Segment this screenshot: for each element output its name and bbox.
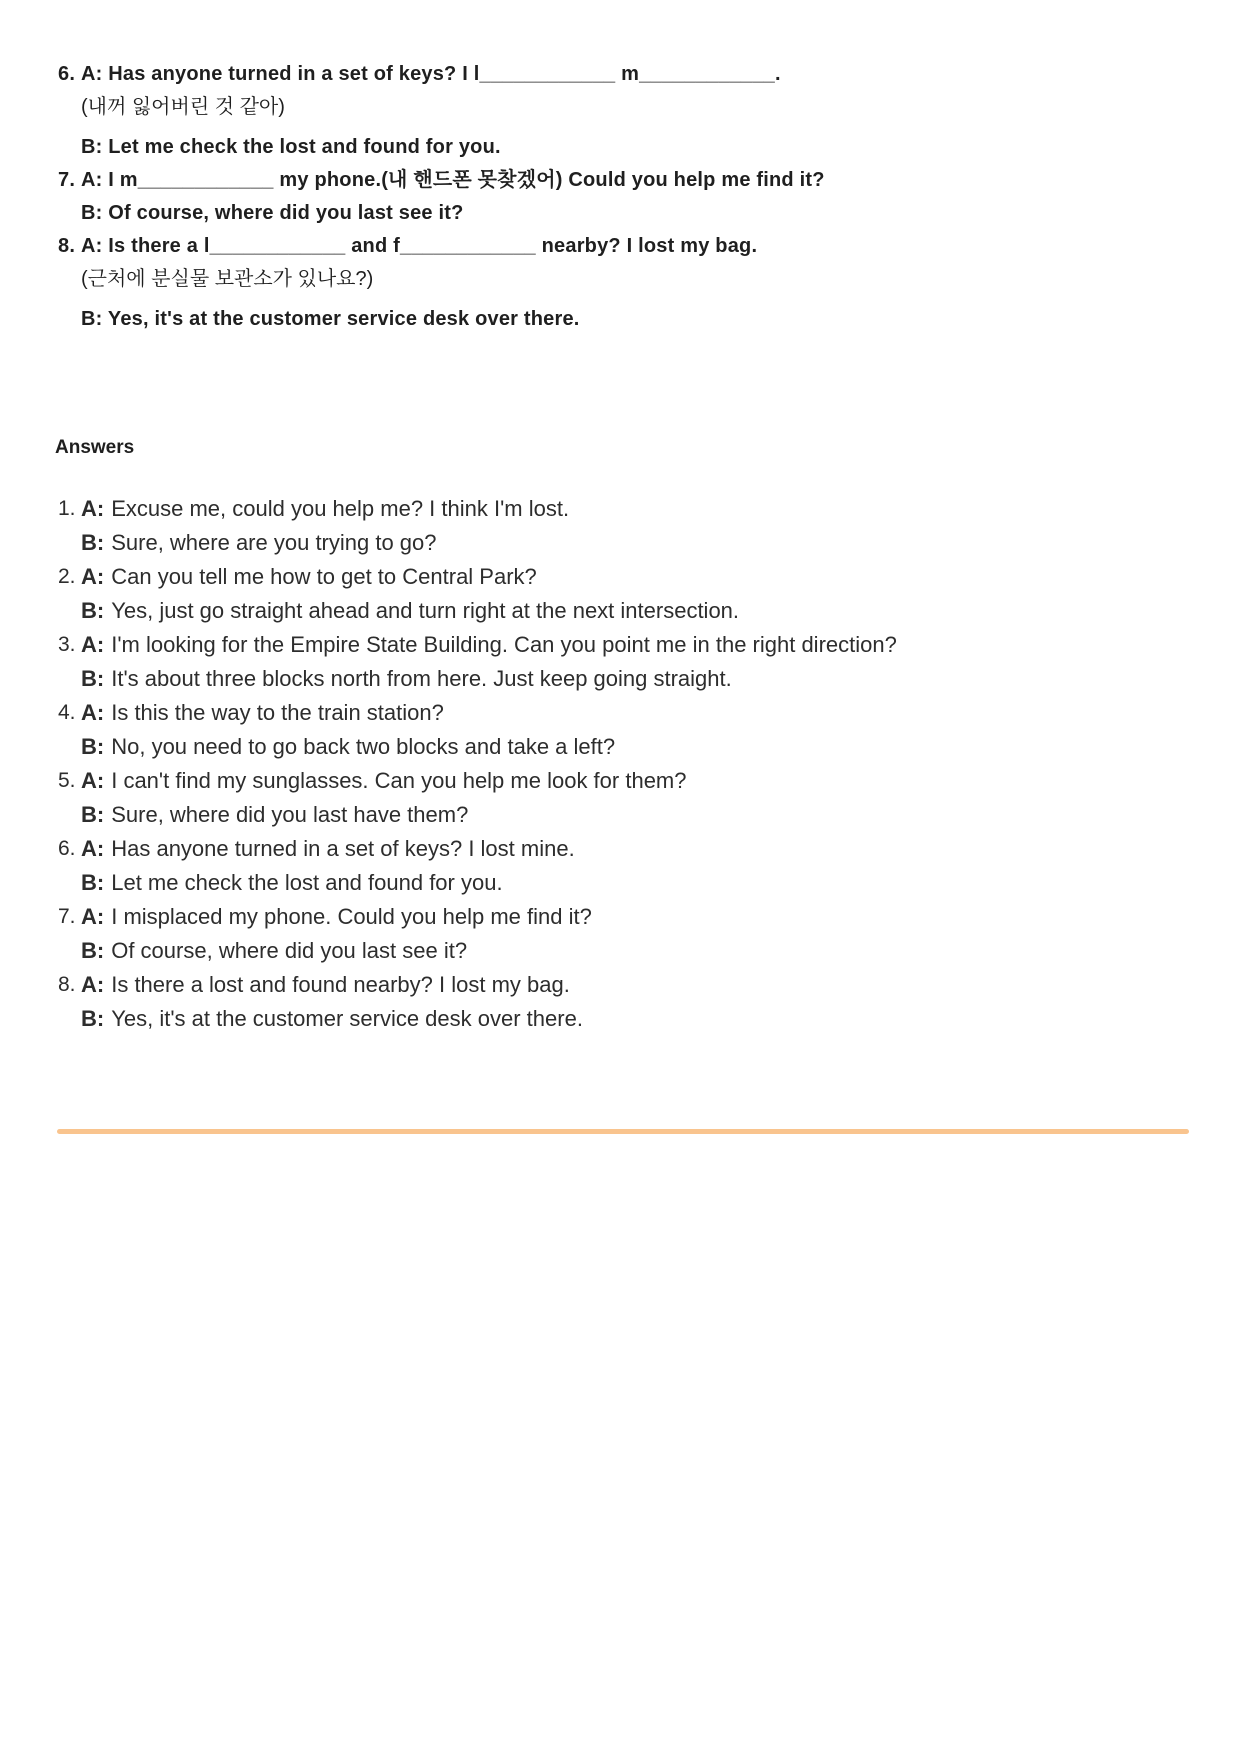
speaker-a-text: I'm looking for the Empire State Building. Can you point me in the right direction? <box>111 632 897 657</box>
answer-body <box>81 628 1211 696</box>
answer-line-a <box>81 628 1211 662</box>
speaker-b-text: Yes, just go straight ahead and turn right at the next intersection. <box>111 598 740 623</box>
speaker-b-text: Let me check the lost and found for you. <box>111 870 503 895</box>
speaker-a-text: Can you tell me how to get to Central Park? <box>111 564 537 589</box>
answer-item <box>58 832 1211 900</box>
speaker-a-label: A: <box>81 700 105 725</box>
answer-item <box>58 560 1211 628</box>
speaker-b-label: B: <box>81 1006 105 1031</box>
question-body <box>81 58 1201 164</box>
speaker-a-label: A: <box>81 564 105 589</box>
answer-number: 3. <box>58 633 76 656</box>
speaker-b-label: B: <box>81 938 105 963</box>
speaker-a-text: Excuse me, could you help me? I think I'm lost. <box>111 496 570 521</box>
speaker-b-label: B: <box>81 734 105 759</box>
question-line: A: Is there a l____________ and f____________ nearby? I lost my bag. <box>81 235 758 257</box>
answer-item <box>58 968 1211 1036</box>
answer-number: 2. <box>58 565 76 588</box>
answer-number: 1. <box>58 497 76 520</box>
speaker-a-label: A: <box>81 768 105 793</box>
question-line: A: I m____________ my phone.(내 핸드폰 못찾겠어) Could you help me find it? <box>81 169 825 191</box>
answer-number: 6. <box>58 837 76 860</box>
answer-body <box>81 764 1211 832</box>
speaker-a-label: A: <box>81 632 105 657</box>
speaker-a-text: I can't find my sunglasses. Can you help me look for them? <box>111 768 687 793</box>
answer-line-a <box>81 900 1211 934</box>
answer-line-b <box>81 730 1211 764</box>
answer-line-b <box>81 866 1211 900</box>
question-line: B: Of course, where did you last see it? <box>81 202 464 224</box>
answers-heading: Answers <box>55 437 135 458</box>
questions-section <box>0 0 1241 336</box>
answer-item <box>58 900 1211 968</box>
question-line: B: Let me check the lost and found for you. <box>81 136 501 158</box>
speaker-b-text: It's about three blocks north from here. Just keep going straight. <box>111 666 732 691</box>
question-number: 6. <box>58 63 76 85</box>
speaker-a-text: Is this the way to the train station? <box>111 700 444 725</box>
speaker-b-text: Yes, it's at the customer service desk over there. <box>111 1006 583 1031</box>
answer-line-a <box>81 764 1211 798</box>
answer-line-b <box>81 594 1211 628</box>
speaker-b-label: B: <box>81 802 105 827</box>
section-divider <box>57 1129 1189 1134</box>
question-line: B: Yes, it's at the customer service desk over there. <box>81 308 580 330</box>
question-line-korean: (내꺼 잃어버린 것 같아) <box>81 96 285 118</box>
answer-item <box>58 696 1211 764</box>
answer-body <box>81 900 1211 968</box>
question-item <box>58 164 1201 230</box>
speaker-a-text: Is there a lost and found nearby? I lost my bag. <box>111 972 570 997</box>
speaker-b-label: B: <box>81 870 105 895</box>
speaker-a-label: A: <box>81 496 105 521</box>
speaker-b-text: No, you need to go back two blocks and take a left? <box>111 734 616 759</box>
answers-section <box>0 492 1241 1036</box>
speaker-b-label: B: <box>81 598 105 623</box>
question-line: A: Has anyone turned in a set of keys? I l____________ m____________. <box>81 63 781 85</box>
answer-item <box>58 764 1211 832</box>
answer-item <box>58 628 1211 696</box>
answer-number: 4. <box>58 701 76 724</box>
answer-line-a <box>81 968 1211 1002</box>
answer-number: 8. <box>58 973 76 996</box>
speaker-a-label: A: <box>81 904 105 929</box>
answer-number: 5. <box>58 769 76 792</box>
speaker-b-text: Sure, where did you last have them? <box>111 802 469 827</box>
answer-body <box>81 696 1211 764</box>
answer-line-a <box>81 560 1211 594</box>
answer-line-b <box>81 934 1211 968</box>
speaker-a-label: A: <box>81 972 105 997</box>
speaker-b-text: Of course, where did you last see it? <box>111 938 468 963</box>
question-item <box>58 230 1201 336</box>
speaker-b-text: Sure, where are you trying to go? <box>111 530 437 555</box>
speaker-b-label: B: <box>81 530 105 555</box>
answer-body <box>81 832 1211 900</box>
question-number: 8. <box>58 235 76 257</box>
answer-line-b <box>81 526 1211 560</box>
answer-line-a <box>81 832 1211 866</box>
answer-line-b <box>81 662 1211 696</box>
speaker-a-label: A: <box>81 836 105 861</box>
answer-body <box>81 968 1211 1036</box>
question-number: 7. <box>58 169 76 191</box>
answer-item <box>58 492 1211 560</box>
speaker-b-label: B: <box>81 666 105 691</box>
question-body <box>81 164 1201 230</box>
speaker-a-text: Has anyone turned in a set of keys? I lost mine. <box>111 836 575 861</box>
answer-line-a <box>81 696 1211 730</box>
question-line-korean: (근처에 분실물 보관소가 있나요?) <box>81 268 374 290</box>
answer-line-a <box>81 492 1211 526</box>
answer-line-b <box>81 1002 1211 1036</box>
question-item <box>58 58 1201 164</box>
question-body <box>81 230 1201 336</box>
answer-body <box>81 492 1211 560</box>
answer-number: 7. <box>58 905 76 928</box>
answer-body <box>81 560 1211 628</box>
answer-line-b <box>81 798 1211 832</box>
speaker-a-text: I misplaced my phone. Could you help me find it? <box>111 904 592 929</box>
